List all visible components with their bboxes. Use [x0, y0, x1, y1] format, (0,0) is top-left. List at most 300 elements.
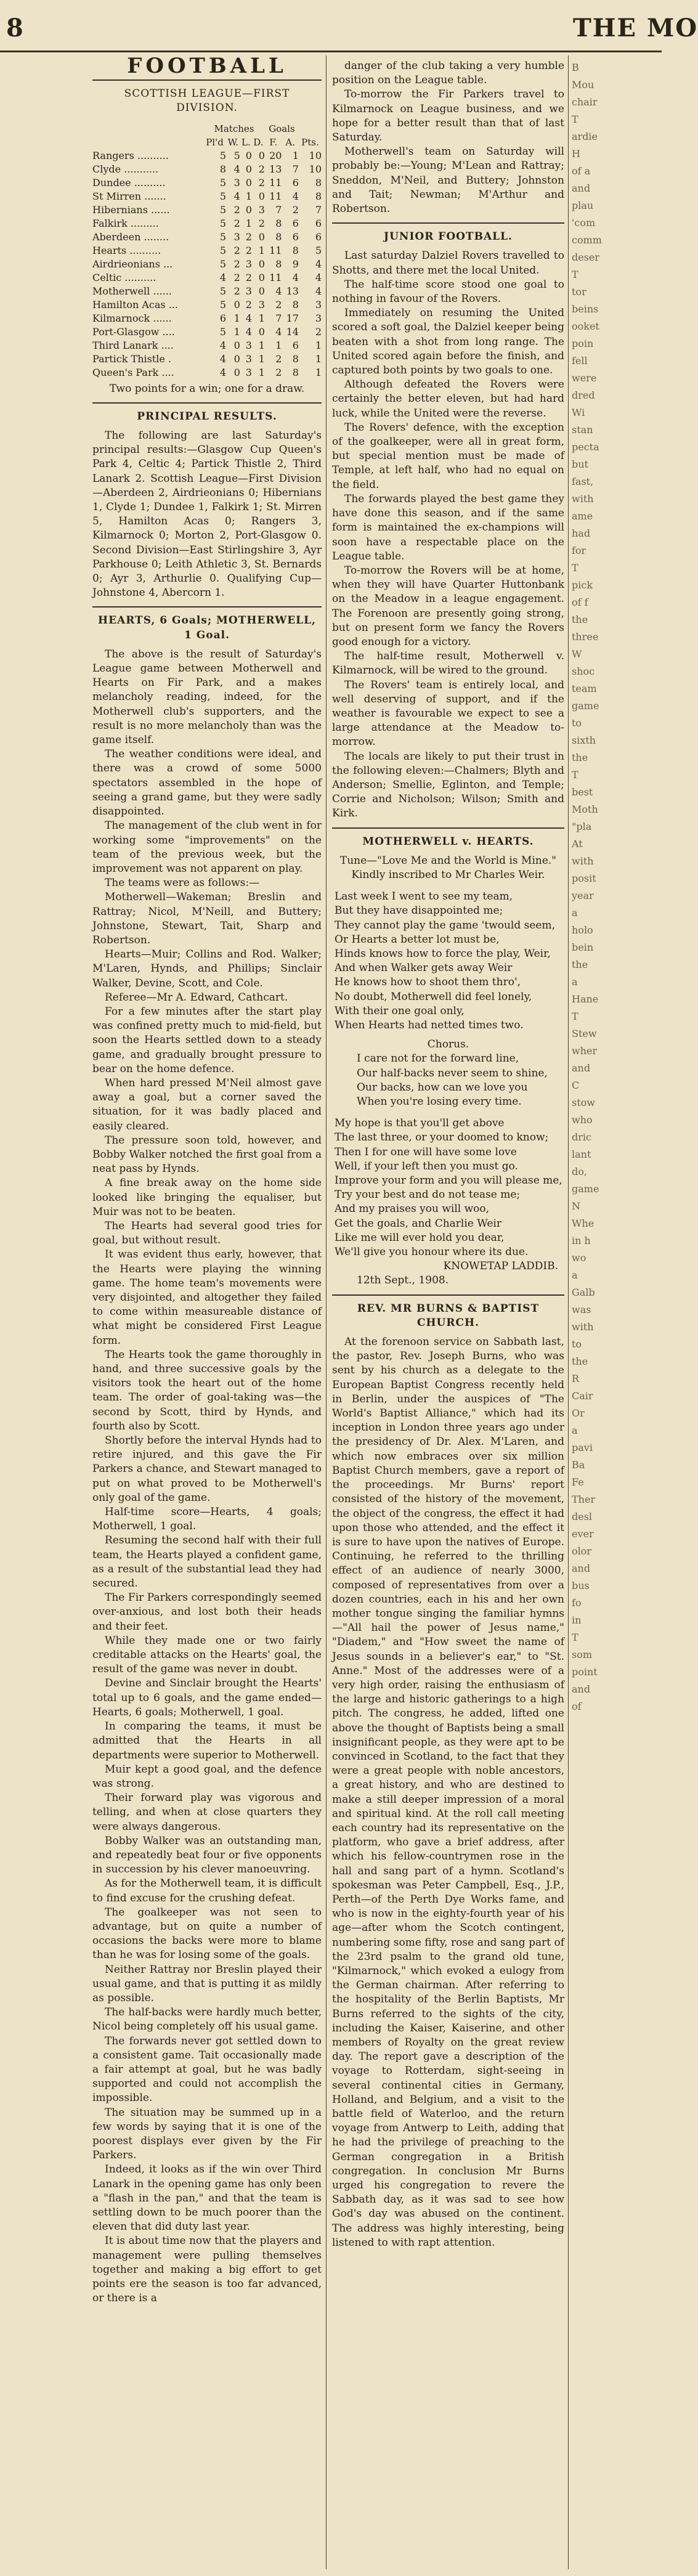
cropped-text-fragment: game: [572, 1183, 599, 1195]
cropped-text-fragment: year: [572, 890, 594, 901]
table-cell: 8: [219, 163, 227, 175]
cropped-text-fragment: Or: [572, 1407, 585, 1419]
cropped-text-fragment: three: [572, 631, 599, 643]
poem-line: Well, if your left then you must go.: [335, 1160, 518, 1172]
table-cell: 0: [258, 258, 265, 270]
cropped-text-fragment: fell: [572, 355, 588, 367]
church-heading: REV. MR BURNS & BAPTIST CHURCH.: [357, 1302, 540, 1329]
paragraph: The forwards played the best game they have done this season, and if the same form is maintained the ex-champions will soon have a respectable place on the League table.: [332, 492, 564, 563]
table-cell: 2: [245, 244, 252, 256]
cropped-text-fragment: Moth: [572, 803, 598, 815]
table-cell: 6: [315, 230, 322, 243]
match-report-continued: [332, 59, 564, 216]
table-cell: 2: [292, 203, 299, 216]
church-article-body: [332, 1335, 564, 2250]
table-cell: 2: [275, 352, 282, 365]
cropped-text-fragment: and: [572, 1062, 591, 1074]
cropped-text-fragment: lant: [572, 1148, 591, 1160]
table-cell: 1: [258, 312, 265, 324]
paragraph: It was evident thus early, however, that the Hearts were playing the winning game. The home team's movements were very disjointed, and altogether they failed to come within measureable distance of what might be considered First League form.: [92, 1248, 322, 1347]
cropped-text-fragment: ardie: [572, 131, 598, 142]
column-header: L.: [241, 136, 251, 148]
table-cell: 5: [233, 149, 240, 161]
table-cell: 4: [233, 163, 240, 175]
cropped-text-fragment: fast,: [572, 476, 594, 487]
team-name: Partick Thistle .: [92, 352, 172, 365]
cropped-text-fragment: olor: [572, 1545, 592, 1557]
cropped-text-fragment: pick: [572, 579, 593, 591]
cropped-text-fragment: Fe: [572, 1476, 584, 1488]
poem-line: Like me will ever hold you dear,: [335, 1231, 505, 1244]
poem-line: We'll give you honour where its due.: [335, 1246, 529, 1259]
team-name: Dundee ..........: [92, 176, 166, 189]
table-cell: 1: [275, 339, 282, 351]
cropped-text-fragment: R: [572, 1373, 580, 1384]
cropped-text-fragment: in h: [572, 1235, 591, 1246]
goals-group-label: Goals: [269, 123, 295, 134]
cropped-text-fragment: desl: [572, 1511, 593, 1522]
table-cell: 4: [219, 352, 227, 365]
table-cell: 6: [292, 339, 299, 351]
table-cell: 7: [292, 163, 299, 175]
table-cell: 0: [258, 271, 265, 283]
poem-line: Get the goals, and Charlie Weir: [335, 1217, 501, 1230]
paragraph: The above is the result of Saturday's League game between Motherwell and Hearts on Fir Park, and a makes melancholy reading, indeed, for the Motherwell club's supporters, and the result is no more melancholy than was the game itself.: [92, 648, 322, 747]
cropped-text-fragment: T: [572, 113, 578, 125]
paragraph: The pressure soon told, however, and Bobby Walker notched the first goal from a neat pass by Hynds.: [92, 1134, 322, 1176]
table-row: [92, 230, 322, 244]
table-row: [92, 176, 322, 190]
table-cell: 5: [315, 244, 322, 256]
paragraph: To-morrow the Rovers will be at home, when they will have Quarter Huttonbank on the Meadow in a league engagement. The Forenoon are presently going strong, but on present form we fancy the Rovers good enough for a victory.: [332, 564, 564, 648]
football-title: FOOTBALL: [127, 54, 287, 78]
cropped-text-fragment: Ba: [572, 1459, 585, 1471]
cropped-text-fragment: W: [572, 648, 582, 660]
paragraph: danger of the club taking a very humble position on the League table.: [332, 60, 564, 87]
cropped-text-fragment: wher: [572, 1045, 598, 1057]
table-cell: 1: [233, 312, 240, 324]
cropped-text-fragment: Stew: [572, 1028, 597, 1039]
table-row: [92, 339, 322, 352]
cropped-text-fragment: team: [572, 683, 597, 694]
paragraph: Half-time score—Hearts, 4 goals; Motherwell, 1 goal.: [92, 1506, 322, 1533]
cropped-text-fragment: Mou: [572, 79, 595, 91]
team-name: Third Lanark ....: [92, 339, 174, 351]
table-cell: 2: [258, 163, 265, 175]
cropped-text-fragment: with: [572, 1321, 594, 1333]
divider: [332, 827, 564, 829]
poem-line: No doubt, Motherwell did feel lonely,: [335, 990, 532, 1003]
cropped-text-fragment: ame: [572, 510, 593, 522]
table-cell: 0: [245, 203, 252, 216]
paragraph: The Rovers' team is entirely local, and well deserving of support, and if the weather is favourable we expect to see a large attendance at the Meadow to-morrow.: [332, 678, 564, 749]
cropped-text-fragment: and: [572, 182, 591, 194]
table-cell: 8: [292, 244, 299, 256]
table-cell: 2: [233, 271, 240, 283]
poem-chorus: [332, 1052, 564, 1109]
table-cell: 5: [219, 149, 227, 161]
paragraph: The goalkeeper was not seen to advantage, but on quite a number of occasions the backs were more to blame than he was for losing some of the goals.: [92, 1906, 322, 1962]
poem-signature: KNOWETAP LADDIB.: [443, 1260, 558, 1273]
cropped-text-fragment: som: [572, 1649, 593, 1660]
column-junior-poem-church: [332, 59, 564, 2567]
paragraph: Shortly before the interval Hynds had to retire injured, and this gave the Fir Parkers a chance, and Stewart managed to put on what proved to be Motherwell's only goal of the game.: [92, 1434, 322, 1504]
league-table-group-header: [92, 122, 322, 136]
team-name: Port-Glasgow ....: [92, 325, 175, 338]
paragraph: The locals are likely to put their trust in the following eleven:—Chalmers; Blyth and Anderson; Smellie, Eglinton, and Temple; Corrie and Nicholson; Wilson; Smith and Kirk.: [332, 750, 564, 820]
team-name: Hibernians ......: [92, 203, 170, 216]
team-column-header: [92, 136, 203, 149]
paragraph: The Hearts had several good tries for goal, but without result.: [92, 1219, 322, 1247]
table-cell: 3: [315, 312, 322, 324]
poem-date: 12th Sept., 1908.: [357, 1274, 449, 1287]
paragraph: Last saturday Dalziel Rovers travelled to Shotts, and there met the local United.: [332, 250, 564, 277]
paragraph: The half-time score stood one goal to nothing in favour of the Rovers.: [332, 278, 564, 306]
table-cell: 1: [258, 339, 265, 351]
cropped-text-fragment: do,: [572, 1166, 587, 1177]
paragraph: Referee—Mr A. Edward, Cathcart.: [105, 991, 288, 1004]
table-cell: 2: [258, 217, 265, 229]
paragraph: The Hearts took the game thoroughly in hand, and three successive goals by the visitors took the heart out of the home team. The order of goal-taking was—the second by Scott, third by Hynds, and fourth also by Scott.: [92, 1348, 322, 1432]
paragraph: Immediately on resuming the United scored a soft goal, the Dalziel keeper being beaten with a shot from long range. The United scored again before the finish, and captured both points by two goals to one.: [332, 307, 564, 377]
cropped-text-fragment: best: [572, 786, 593, 798]
cropped-text-fragment: 'com: [572, 217, 596, 229]
cropped-text-fragment: a: [572, 976, 578, 988]
team-name: Clyde ...........: [92, 163, 159, 175]
column-header: W.: [227, 136, 239, 148]
team-name: St Mirren .......: [92, 190, 166, 202]
cropped-text-fragment: was: [572, 1304, 591, 1315]
table-cell: 5: [219, 285, 227, 297]
cropped-text-fragment: to: [572, 1338, 582, 1350]
cropped-text-fragment: with: [572, 855, 594, 867]
table-row: [92, 285, 322, 298]
principal-results-text: The following are last Saturday's principal results:—Glasgow Cup Queen's Park 4, Celtic 4; Partick Thistle 2, Third Lanark 2. Scottish League—First Division—Aberdeen 2, Airdrieonians 0; Hibernians 1, Clyde 1; Dundee 1, Falkirk 1; St. Mirren 5, Hamilton Acas 0; Rangers 3, Kilmarnock 0; Morton 2, Port-Glasgow 0. Second Division—East Stirlingshire 3, Ayr Parkhouse 0; Leith Athletic 3, St. Bernards 0; Ayr 3, Arthurlie 0. Qualifying Cup—Johnstone 4, Abercorn 1.: [92, 429, 322, 599]
table-cell: 4: [275, 285, 282, 297]
cropped-text-fragment: comm: [572, 234, 602, 246]
cropped-text-fragment: a: [572, 907, 578, 919]
team-name: Falkirk .........: [92, 217, 159, 229]
paragraph: While they made one or two fairly creditable attacks on the Hearts' goal, the result of the game was never in doubt.: [92, 1634, 322, 1676]
table-cell: 8: [275, 258, 282, 270]
team-name: Motherwell ......: [92, 285, 172, 297]
team-name: Airdrieonians ...: [92, 258, 173, 270]
poem-tune: Tune—"Love Me and the World is Mine.": [339, 854, 557, 867]
table-cell: 0: [258, 285, 265, 297]
table-cell: 0: [245, 176, 252, 189]
paragraph: Their forward play was vigorous and telling, and when at close quarters they were always dangerous.: [92, 1792, 322, 1833]
table-row: [92, 190, 322, 203]
poem-line: Try your best and do not tease me;: [335, 1188, 521, 1201]
table-cell: 0: [245, 163, 252, 175]
cropped-text-fragment: dred: [572, 389, 595, 401]
table-cell: 5: [219, 230, 227, 243]
cropped-text-fragment: Galb: [572, 1286, 595, 1298]
table-cell: 4: [219, 366, 227, 378]
paragraph: The teams were as follows:—: [105, 877, 260, 890]
table-cell: 2: [275, 298, 282, 311]
cropped-text-fragment: beins: [572, 303, 599, 315]
column-header: D.: [253, 136, 264, 148]
table-cell: 7: [275, 203, 282, 216]
table-cell: 5: [219, 217, 227, 229]
cropped-text-fragment: stow: [572, 1097, 595, 1108]
paragraph: The situation may be summed up in a few words by saying that it is one of the poorest displays ever given by the Fir Parkers.: [92, 2106, 322, 2162]
paragraph: It is about time now that the players and management were pulling themselves together and making a big effort to get points ere the season is too far advanced, or there is a: [92, 2235, 322, 2305]
table-cell: 2: [233, 244, 240, 256]
cropped-text-fragment: and: [572, 1562, 591, 1574]
table-cell: 2: [233, 217, 240, 229]
table-cell: 4: [315, 258, 322, 270]
table-cell: 1: [315, 366, 322, 378]
team-name: Hearts ..........: [92, 244, 161, 256]
table-cell: 4: [219, 271, 227, 283]
paragraph: The forwards never got settled down to a consistent game. Tait occasionally made a fair attempt at goal, but he was badly supported and could not accomplish the impossible.: [92, 2034, 322, 2105]
cropped-text-fragment: tor: [572, 286, 586, 298]
table-cell: 2: [275, 366, 282, 378]
table-cell: 6: [219, 312, 227, 324]
cropped-text-fragment: plau: [572, 200, 594, 211]
table-cell: 1: [315, 339, 322, 351]
page-number: 8: [6, 14, 23, 43]
divider: [92, 606, 322, 607]
paper-name: THE MO: [573, 14, 698, 43]
poem-line: Or Hearts a better lot must be,: [335, 933, 500, 946]
table-cell: 13: [269, 163, 282, 175]
table-row: [92, 163, 322, 176]
cropped-text-fragment: N: [572, 1200, 580, 1212]
table-cell: 0: [233, 366, 240, 378]
paragraph: To-morrow the Fir Parkers travel to Kilmarnock on League business, and we hope for a better result than that of last Saturday.: [332, 88, 564, 144]
table-row: [92, 352, 322, 366]
cropped-text-fragment: Hane: [572, 993, 599, 1005]
cropped-text-fragment: T: [572, 1010, 578, 1022]
table-cell: 1: [245, 190, 252, 202]
cropped-text-fragment: Ther: [572, 1493, 596, 1505]
table-cell: 5: [219, 325, 227, 338]
table-cell: 1: [292, 149, 299, 161]
table-cell: 11: [269, 176, 282, 189]
paragraph: Although defeated the Rovers were certainly the better eleven, but had hard luck, while the United were the reverse.: [332, 378, 564, 420]
paragraph: Motherwell's team on Saturday will probably be:—Young; M'Lean and Rattray; Sneddon, M'Neil, and Buttery; Johnston and Tait; Newman; M'Arthur and Robertson.: [332, 145, 564, 216]
table-cell: 0: [233, 298, 240, 311]
junior-football-heading: JUNIOR FOOTBALL.: [384, 230, 513, 243]
cropped-text-fragment: of f: [572, 596, 588, 608]
table-cell: 11: [269, 244, 282, 256]
paragraph: Resuming the second half with their full team, the Hearts played a confident game, as a result of the substantial lead they had secured.: [92, 1534, 322, 1590]
cropped-text-fragment: At: [572, 838, 583, 850]
cropped-text-fragment: Cair: [572, 1390, 593, 1402]
cropped-text-fragment: bein: [572, 941, 594, 953]
table-cell: 4: [219, 339, 227, 351]
cropped-text-fragment: the: [572, 959, 588, 970]
paragraph: Hearts—Muir; Collins and Rod. Walker; M'Laren, Hynds, and Phillips; Sinclair Walker, Devine, Scott, and Cole.: [92, 948, 322, 989]
cropped-text-fragment: pavi: [572, 1442, 593, 1453]
table-cell: 11: [269, 271, 282, 283]
paragraph: A fine break away on the home side looked like bringing the equaliser, but Muir was not to be beaten.: [92, 1177, 322, 1218]
table-cell: 8: [275, 230, 282, 243]
cropped-text-fragment: bus: [572, 1580, 590, 1591]
paragraph: The weather conditions were ideal, and there was a crowd of some 5000 spectators assembled in the hope of seeing a grand game, but they were sadly disappointed.: [92, 748, 322, 818]
table-cell: 2: [245, 271, 252, 283]
table-cell: 7: [275, 312, 282, 324]
divider: [332, 222, 564, 224]
match-report-heading: HEARTS, 6 Goals; MOTHERWELL, 1 Goal.: [98, 614, 316, 641]
divider: [92, 79, 322, 81]
poem-line: My hope is that you'll get above: [335, 1117, 505, 1130]
cropped-text-fragment: T: [572, 1631, 578, 1643]
table-row: [92, 217, 322, 230]
table-cell: 0: [258, 190, 265, 202]
table-cell: 3: [245, 352, 252, 365]
table-cell: 8: [315, 190, 322, 202]
cropped-text-fragment: wo: [572, 1252, 586, 1264]
table-cell: 5: [219, 258, 227, 270]
poem-chorus-label: Chorus.: [427, 1038, 469, 1051]
poem-line: Hinds knows how to force the play, Weir,: [335, 947, 551, 960]
table-cell: 5: [219, 203, 227, 216]
cropped-text-fragment: Whe: [572, 1217, 595, 1229]
table-cell: 0: [258, 149, 265, 161]
team-name: Aberdeen ........: [92, 230, 169, 243]
cropped-text-fragment: in: [572, 1614, 582, 1626]
divider: [92, 402, 322, 404]
cropped-text-fragment: poin: [572, 338, 594, 349]
table-cell: 3: [315, 298, 322, 311]
team-name: Queen's Park ....: [92, 366, 174, 378]
table-cell: 2: [245, 298, 252, 311]
cropped-text-fragment: the: [572, 752, 588, 763]
cropped-text-fragment: T: [572, 769, 578, 781]
table-cell: 1: [258, 352, 265, 365]
column-header: Pts.: [301, 136, 319, 148]
poem-heading: MOTHERWELL v. HEARTS.: [362, 835, 534, 848]
cropped-text-fragment: sixth: [572, 734, 596, 746]
paragraph: Devine and Sinclair brought the Hearts' total up to 6 goals, and the game ended—Hearts, 6 goals; Motherwell, 1 goal.: [92, 1677, 322, 1718]
poem-verse-1: [332, 890, 564, 1033]
table-cell: 4: [315, 271, 322, 283]
poem-line: Our half-backs never seem to shine,: [357, 1067, 548, 1079]
table-cell: 5: [219, 244, 227, 256]
table-cell: 11: [269, 190, 282, 202]
cropped-text-fragment: of: [572, 1700, 582, 1712]
poem-line: The last three, or your doomed to know;: [335, 1131, 549, 1144]
table-cell: 10: [309, 149, 322, 161]
poem-line: Improve your form and you will please me,: [335, 1174, 562, 1187]
table-cell: 5: [219, 298, 227, 311]
poem-line: When you're losing every time.: [357, 1095, 522, 1108]
poem-verse-2: [332, 1116, 564, 1259]
table-cell: 7: [315, 203, 322, 216]
table-cell: 3: [258, 203, 265, 216]
paragraph: The Fir Parkers correspondingly seemed over-anxious, and lost both their heads and their feet.: [92, 1591, 322, 1633]
table-cell: 2: [233, 203, 240, 216]
table-cell: 8: [315, 176, 322, 189]
table-cell: 0: [258, 230, 265, 243]
cropped-text-fragment: a: [572, 1424, 578, 1436]
table-cell: 8: [292, 366, 299, 378]
divider: [332, 1294, 564, 1296]
table-cell: 3: [245, 258, 252, 270]
table-cell: 4: [233, 190, 240, 202]
column-cropped: [572, 59, 662, 2567]
principal-results-heading: PRINCIPAL RESULTS.: [137, 410, 277, 423]
table-cell: 20: [269, 149, 282, 161]
table-cell: 0: [233, 339, 240, 351]
table-cell: 8: [275, 217, 282, 229]
table-cell: 0: [233, 352, 240, 365]
cropped-text-fragment: B: [572, 62, 579, 73]
paragraph: The half-backs were hardly much better, Nicol being completely off his usual game.: [92, 2006, 322, 2033]
match-report-body: [92, 648, 322, 2306]
cropped-text-fragment: and: [572, 1683, 591, 1695]
cropped-text-fragment: dric: [572, 1131, 591, 1143]
cropped-text-fragment: were: [572, 372, 597, 384]
cropped-text-fragment: the: [572, 1355, 588, 1367]
table-row: [92, 312, 322, 325]
poem-line: Then I for one will have some love: [335, 1145, 517, 1158]
league-heading: SCOTTISH LEAGUE—FIRST DIVISION.: [124, 87, 290, 115]
poem-dedication: Kindly inscribed to Mr Charles Weir.: [351, 868, 545, 881]
poem-line: I care not for the forward line,: [357, 1052, 519, 1065]
table-cell: 10: [309, 163, 322, 175]
table-cell: 4: [275, 325, 282, 338]
matches-group-label: Matches: [214, 123, 254, 134]
paragraph: At the forenoon service on Sabbath last, the pastor, Rev. Joseph Burns, who was sent by his church as a delegate to the European Baptist Congress recently held in Berlin, under the auspices of "The World's Baptist Alliance," which had its inception in London three years ago under the presidency of Dr. Alex. M'Laren, and which now embraces over six million Baptist Church members, gave a report of the proceedings. Mr Burns' report consisted of the history of the movement, the object of the congress, the effect it had upon those who attended, and the effect it is sure to have upon the natives of Europe. Continuing, he referred to the thrilling effect of an audience of nearly 3000, composed of representatives from over a dozen countries, each in his and her own mother tongue singing the familiar hymns—"All hail the power of Jesus name," "Diadem," and "How sweet the name of Jesus sounds in a believer's ear," to "St. Anne." Most of the addresses were of a very high order, raising the enthusiasm of the large and historic gatherings to a high pitch. The congress, he added, lifted one above the thought of Baptists being a small insignificant people, as they were apt to be convinced in Scotland, to the fact that they were a great people with noble ancestors, a great history, and who are destined to make a still deeper impression of a moral and spiritual kind. At the roll call meeting each country had its representative on the platform, who gave a brief address, after which his fellow-countrymen rose in the hall and sang part of a hymn. Scotland's spokesman was Peter Campbell, Esq., J.P., Perth—of the Perth Dye Works fame, and who is now in the eighty-fourth year of his age—after whom the Scotch contingent, numbering some fifty, rose and sang part of the 23rd psalm to the grand old tune, "Kilmarnock," which evoked a eulogy from the German chairman. After referring to the hospitality of the Berlin Baptists, Mr Burns referred to the sights of the city, including the Kaiser, Kaiserine, and other members of Royalty on the great review day. The report gave a description of the voyage to Rotterdam, sight-seeing in several continental cities in Germany, Holland, and Belgium, and a visit to the battle field of Waterloo, and the return voyage from Antwerp to Leith, adding that he had the privilege of preaching to the German congregation in a British congregation. In conclusion Mr Burns urged his congregation to revere the Sabbath day, as it was sad to see how God's day was abused on the continent. The address was highly interesting, being listened to with rapt attention.: [332, 1336, 564, 2249]
table-cell: 3: [233, 176, 240, 189]
table-cell: 5: [219, 176, 227, 189]
table-cell: 2: [233, 285, 240, 297]
cropped-text-fragment: chair: [572, 96, 598, 108]
cropped-text-fragment: pecta: [572, 441, 599, 453]
cropped-text-fragment: for: [572, 545, 586, 556]
column-header: Pl'd: [206, 136, 224, 148]
table-cell: 6: [292, 230, 299, 243]
table-cell: 1: [245, 217, 252, 229]
cropped-text-fragment: C: [572, 1079, 580, 1091]
poem-line: Our backs, how can we love you: [357, 1081, 528, 1094]
table-cell: 6: [292, 217, 299, 229]
table-cell: 2: [245, 230, 252, 243]
team-name: Kilmarnock ......: [92, 312, 172, 324]
paragraph: Muir kept a good goal, and the defence was strong.: [92, 1763, 322, 1790]
cropped-text-fragment: shoc: [572, 665, 595, 677]
poem-line: They cannot play the game 'twould seem,: [335, 919, 556, 932]
cropped-text-fragment: H: [572, 148, 580, 160]
table-cell: 17: [286, 312, 299, 324]
table-note: Two points for a win; one for a draw.: [109, 382, 305, 395]
paragraph: Indeed, it looks as if the win over Third Lanark in the opening game has only been a "flash in the pan," and that the team is settling down to be much poorer than the eleven that did duty last year.: [92, 2163, 322, 2233]
poem-line: And when Walker gets away Weir: [335, 962, 513, 975]
cropped-text-fragment: a: [572, 1269, 578, 1281]
column-football: [92, 54, 322, 2567]
league-table-column-header: [92, 136, 322, 149]
paragraph: When hard pressed M'Neil almost gave away a goal, but a corner saved the situation, for it was badly placed and easily cleared.: [92, 1076, 322, 1132]
table-cell: 3: [245, 285, 252, 297]
league-table-body: [92, 149, 322, 380]
table-cell: 0: [258, 325, 265, 338]
cropped-text-fragment: game: [572, 700, 599, 712]
table-cell: 5: [219, 190, 227, 202]
poem-line: And my praises you will woo,: [335, 1203, 490, 1216]
column-header: F.: [269, 136, 278, 148]
league-table: [92, 122, 322, 380]
table-cell: 3: [258, 298, 265, 311]
table-cell: 6: [292, 176, 299, 189]
table-cell: 1: [315, 352, 322, 365]
team-name: Celtic ..........: [92, 271, 156, 283]
team-name: Rangers ..........: [92, 149, 169, 161]
